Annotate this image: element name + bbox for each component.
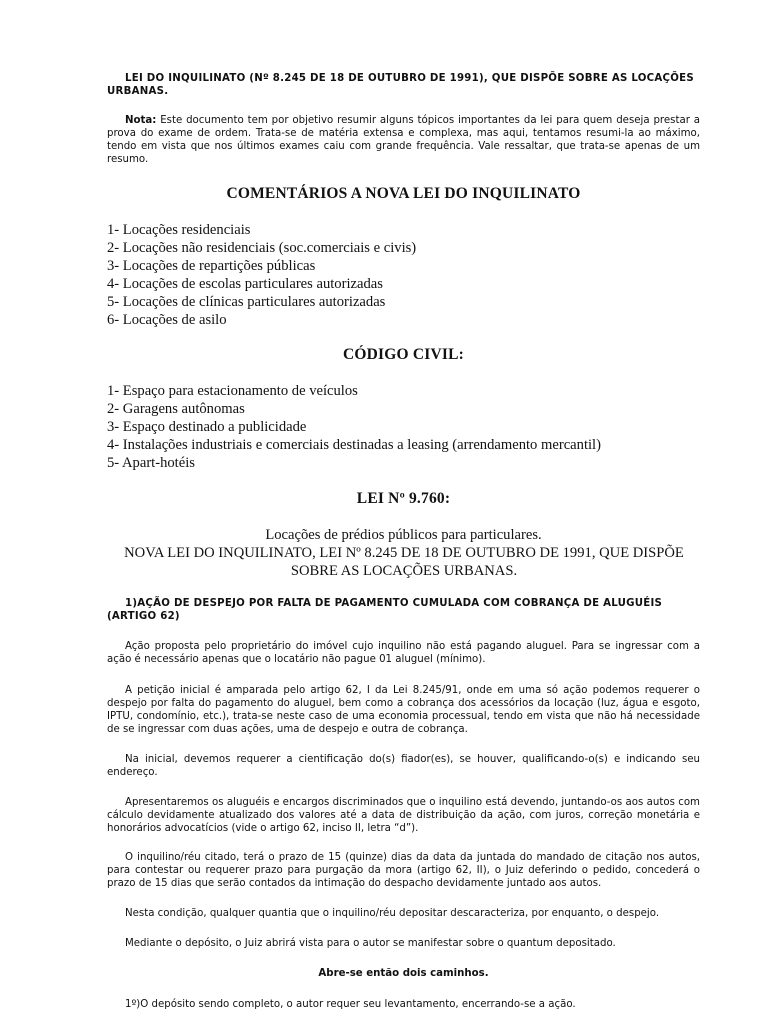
list-item: 5- Locações de clínicas particulares autorizadas	[107, 294, 386, 310]
caminhos-heading: Abre-se então dois caminhos.	[318, 968, 489, 979]
acao-paragraph-7: Mediante o depósito, o Juiz abrirá vista para o autor se manifestar sobre o quantum depositado.	[125, 938, 616, 949]
acao-paragraph-6: Nesta condição, qualquer quantia que o inquilino/réu depositar descaracteriza, por enquanto, o despejo.	[125, 908, 660, 919]
acao-paragraph-3: Na inicial, devemos requerer a cientificação do(s) fiador(es), se houver, qualificando-o(s) e indicando seu endereço.	[107, 754, 700, 778]
comentarios-list	[107, 221, 700, 329]
list-item: 2- Locações não residenciais (soc.comerciais e civis)	[107, 240, 417, 256]
lei-9760-line2: NOVA LEI DO INQUILINATO, LEI Nº 8.245 DE 18 DE OUTUBRO DE 1991, QUE DISPÕE SOBRE AS LOCAÇÕES URBANAS.	[124, 545, 684, 579]
list-item: 4- Instalações industriais e comerciais destinadas a leasing (arrendamento mercantil)	[107, 437, 601, 453]
list-item: 1- Locações residenciais	[107, 222, 251, 238]
lei-9760-heading: LEI Nº 9.760:	[356, 490, 451, 507]
note-paragraph	[107, 114, 700, 166]
list-item: 3- Locações de repartições públicas	[107, 258, 316, 274]
acao-paragraph-4: Apresentaremos os aluguéis e encargos discriminados que o inquilino está devendo, juntando-os aos autos com cálculo devidamente atualizado dos valores até a data de distribuição da ação, com juros, correção monetária e honorários advocatícios (vide o artigo 62, inciso II, letra “d”).	[107, 797, 700, 834]
lei-9760-line1: Locações de prédios públicos para particulares.	[265, 527, 542, 543]
acao-paragraph-5: O inquilino/réu citado, terá o prazo de 15 (quinze) dias da data da juntada do mandado de citação nos autos, para contestar ou requerer prazo para purgação da mora (artigo 62, II), o Juiz deferindo o pedido, concederá o prazo de 15 dias que serão contados da intimação do despacho devidamente juntado aos autos.	[107, 852, 700, 889]
list-item: 6- Locações de asilo	[107, 312, 227, 328]
acao-paragraph-8: 1º)O depósito sendo completo, o autor requer seu levantamento, encerrando-se a ação.	[125, 999, 576, 1010]
acao-paragraph-2: A petição inicial é amparada pelo artigo 62, I da Lei 8.245/91, onde em uma só ação podemos requerer o despejo por falta do pagamento do aluguel, bem como a cobrança dos acessórios da locação (luz, água e esgoto, IPTU, condomínio, etc.), trata-se neste caso de uma economia processual, tendo em vista que não há necessidade de se ingressar com duas ações, uma de despejo e outra de cobrança.	[107, 685, 700, 735]
acao-paragraph-1: Ação proposta pelo proprietário do imóvel cujo inquilino não está pagando aluguel. Para se ingressar com a ação é necessário apenas que o locatário não pague 01 aluguel (mínimo).	[107, 641, 700, 665]
list-item: 2- Garagens autônomas	[107, 401, 245, 417]
acao-heading: 1)AÇÃO DE DESPEJO POR FALTA DE PAGAMENTO CUMULADA COM COBRANÇA DE ALUGUÉIS (ARTIGO 62)	[107, 598, 663, 622]
list-item: 5- Apart-hotéis	[107, 455, 195, 471]
list-item: 1- Espaço para estacionamento de veículos	[107, 383, 358, 399]
codigo-civil-list	[107, 382, 700, 472]
document-title: LEI DO INQUILINATO (Nº 8.245 DE 18 DE OUTUBRO DE 1991), QUE DISPÕE SOBRE AS LOCAÇÕES URBANAS.	[107, 73, 694, 97]
list-item: 3- Espaço destinado a publicidade	[107, 419, 307, 435]
codigo-civil-heading: CÓDIGO CIVIL:	[342, 346, 464, 363]
comentarios-heading: COMENTÁRIOS A NOVA LEI DO INQUILINATO	[226, 185, 581, 202]
note-text: Este documento tem por objetivo resumir alguns tópicos importantes da lei para quem deseja prestar a prova do exame de ordem. Trata-se de matéria extensa e complexa, mas aqui, tentamos resumi-la ao máximo, tendo em vista que nos últimos exames caiu com grande frequência. Vale ressaltar, que trata-se apenas de um resumo.	[107, 115, 700, 165]
list-item: 4- Locações de escolas particulares autorizadas	[107, 276, 383, 292]
note-label: Nota:	[125, 115, 157, 126]
